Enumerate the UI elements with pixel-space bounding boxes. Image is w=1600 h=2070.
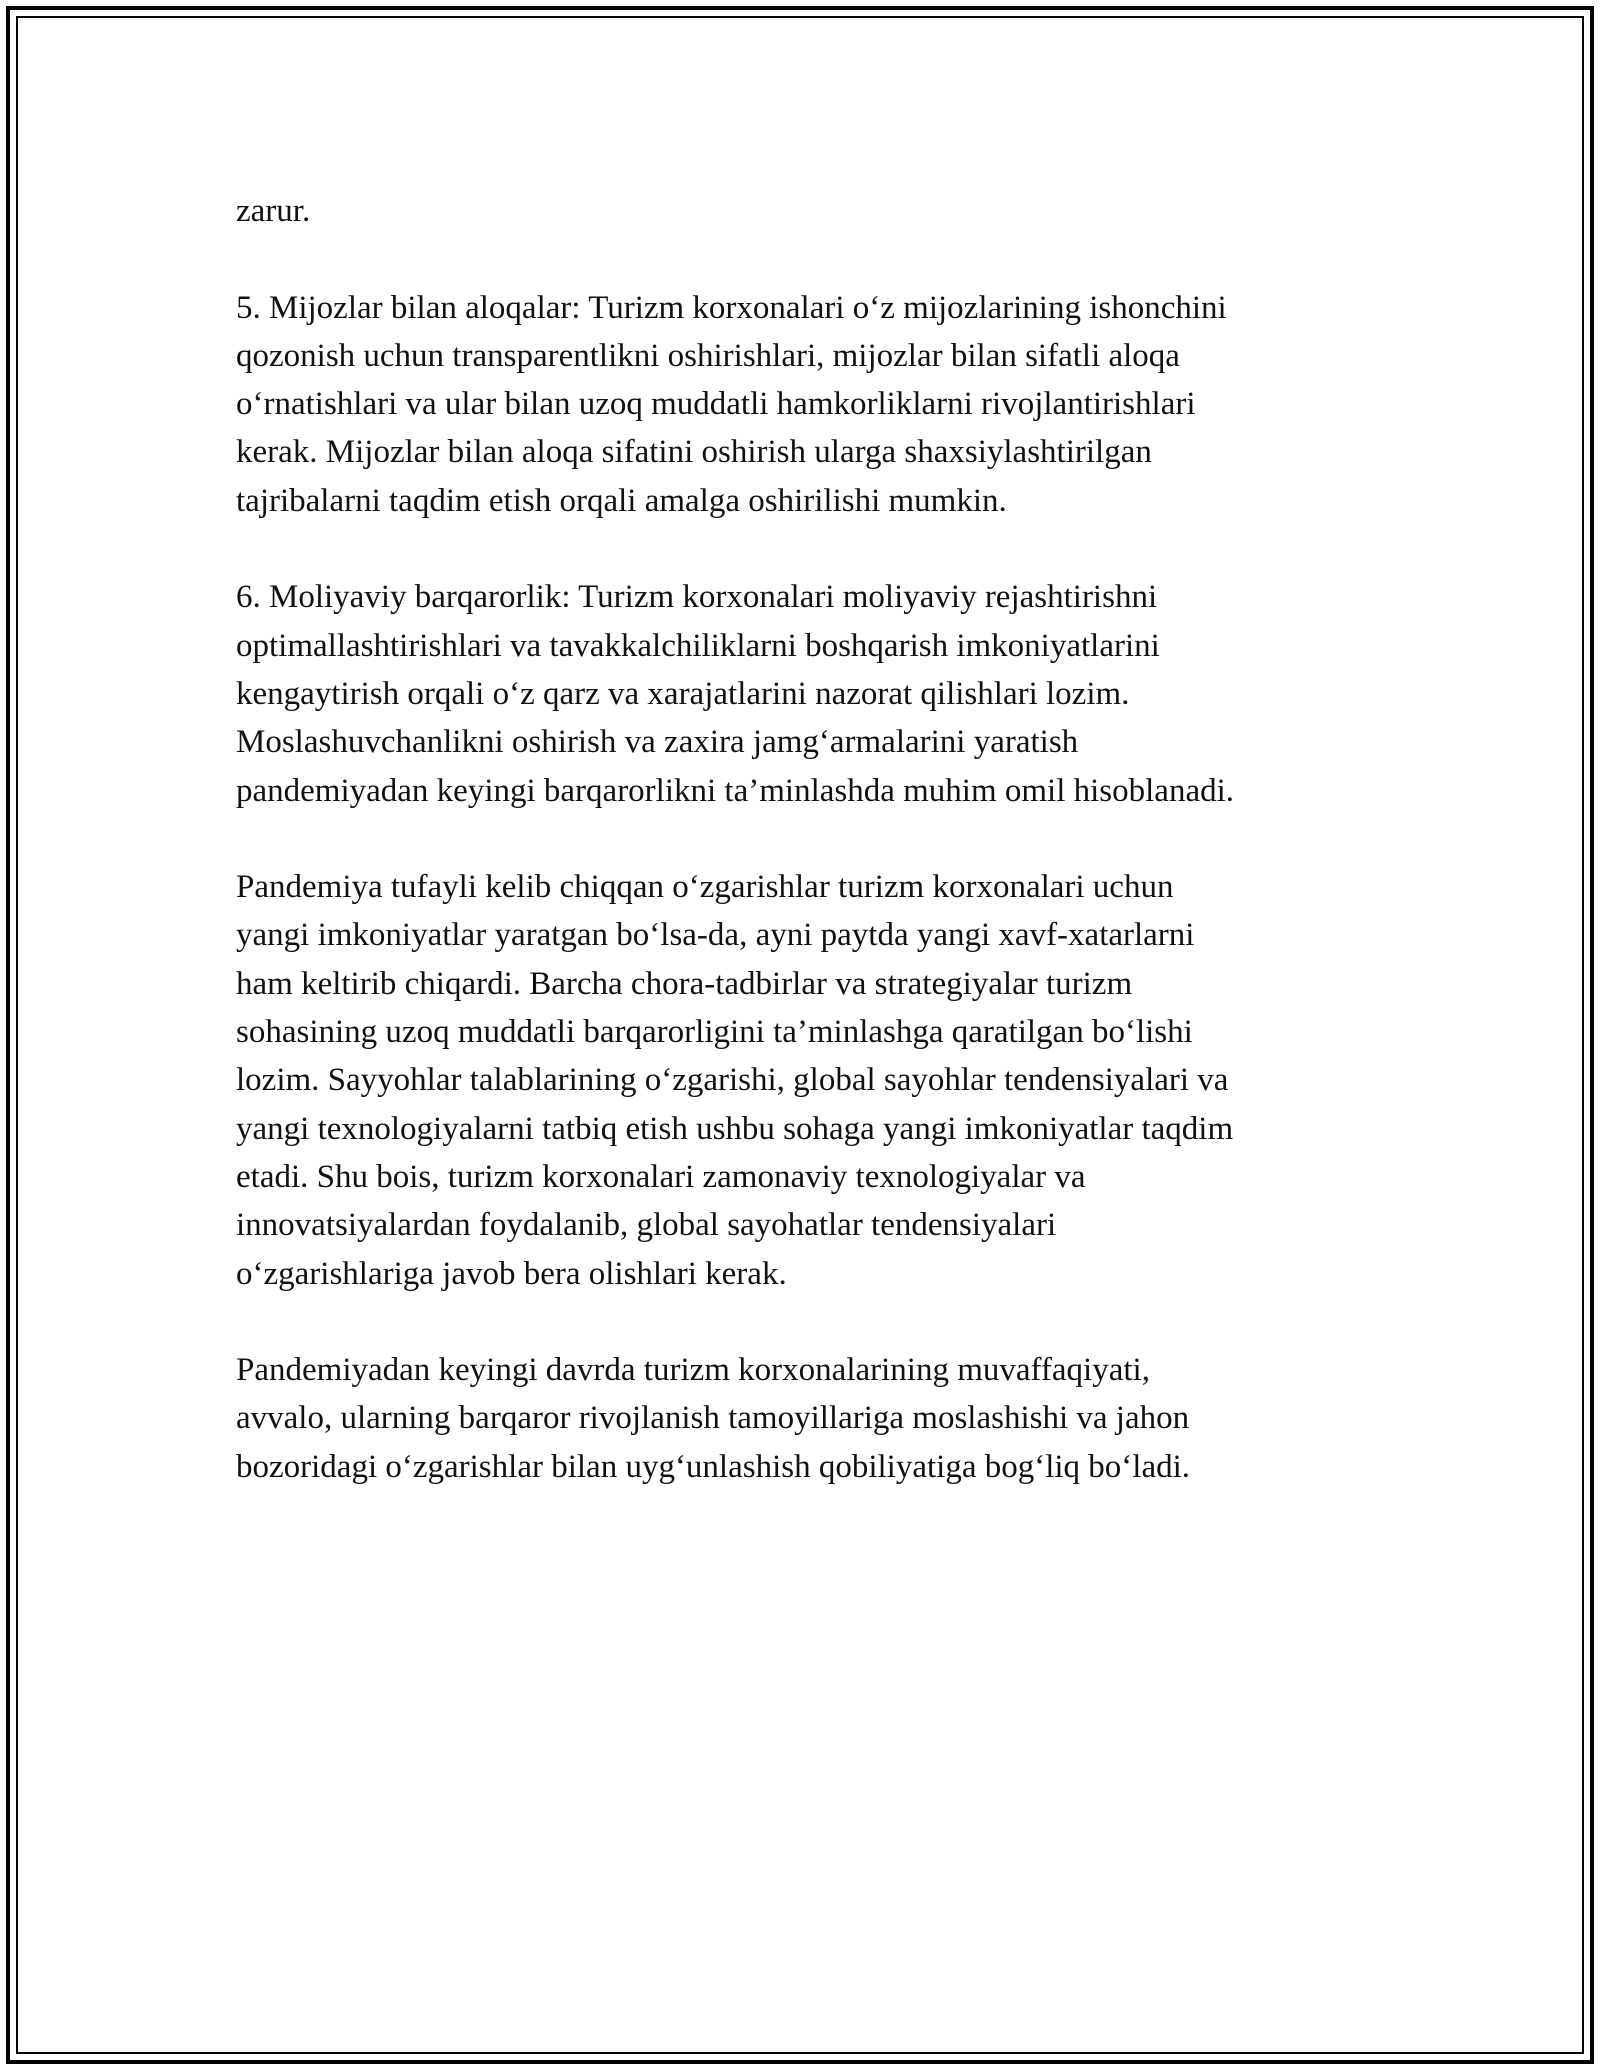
text-line: zarur. xyxy=(236,193,311,229)
paragraph-conclusion xyxy=(236,1346,1366,1491)
text-line: kerak. Mijozlar bilan aloqa sifatini oshirish ularga shaxsiylashtirilgan xyxy=(236,434,1152,471)
text-line: optimallashtirishlari va tavakkalchiliklarni boshqarish imkoniyatlarini xyxy=(236,627,1160,664)
text-line: o‘rnatishlari va ular bilan uzoq muddatli hamkorliklarni rivojlantirishlari xyxy=(236,386,1196,423)
paragraph-customer-relations xyxy=(236,284,1366,525)
text-line: Pandemiyadan keyingi davrda turizm korxonalarining muvaffaqiyati, xyxy=(236,1352,1150,1389)
text-line: o‘zgarishlariga javob bera olishlari kerak. xyxy=(236,1255,787,1292)
text-line: innovatsiyalardan foydalanib, global sayohatlar tendensiyalari xyxy=(236,1207,1057,1244)
text-line: pandemiyadan keyingi barqarorlikni ta’minlashda muhim omil hisoblanadi. xyxy=(236,772,1235,809)
text-line: tajribalarni taqdim etish orqali amalga oshirilishi mumkin. xyxy=(236,482,1007,519)
text-line: lozim. Sayyohlar talablarining o‘zgarishi, global sayohlar tendensiyalari va xyxy=(236,1062,1229,1099)
text-line: bozoridagi o‘zgarishlar bilan uyg‘unlashish qobiliyatiga bog‘liq bo‘ladi. xyxy=(236,1448,1191,1485)
text-line: avvalo, ularning barqaror rivojlanish tamoyillariga moslashishi va jahon xyxy=(236,1400,1190,1437)
text-line: sohasining uzoq muddatli barqarorligini ta’minlashga qaratilgan bo‘lishi xyxy=(236,1014,1193,1051)
document-body xyxy=(236,187,1366,1539)
text-line: 5. Mijozlar bilan aloqalar: Turizm korxonalari o‘z mijozlarining ishonchini xyxy=(236,289,1227,326)
paragraph-financial-stability xyxy=(236,573,1366,814)
text-line: yangi imkoniyatlar yaratgan bo‘lsa-da, ayni paytda yangi xavf-xatarlarni xyxy=(236,917,1195,954)
text-line: Pandemiya tufayli kelib chiqqan o‘zgarishlar turizm korxonalari uchun xyxy=(236,869,1174,906)
text-line: etadi. Shu bois, turizm korxonalari zamonaviy texnologiyalar va xyxy=(236,1158,1086,1195)
text-line: qozonish uchun transparentlikni oshirishlari, mijozlar bilan sifatli aloqa xyxy=(236,337,1180,374)
text-line: ham keltirib chiqardi. Barcha chora-tadbirlar va strategiyalar turizm xyxy=(236,965,1133,1002)
text-line: Moslashuvchanlikni oshirish va zaxira jamg‘armalarini yaratish xyxy=(236,724,1079,761)
paragraph-pandemic-changes xyxy=(236,863,1366,1298)
text-line: kengaytirish orqali o‘z qarz va xarajatlarini nazorat qilishlari lozim. xyxy=(236,675,1130,712)
text-line: 6. Moliyaviy barqarorlik: Turizm korxonalari moliyaviy rejashtirishni xyxy=(236,579,1158,616)
text-line: yangi texnologiyalarni tatbiq etish ushbu sohaga yangi imkoniyatlar taqdim xyxy=(236,1110,1234,1147)
paragraph-continuation xyxy=(236,187,1366,235)
